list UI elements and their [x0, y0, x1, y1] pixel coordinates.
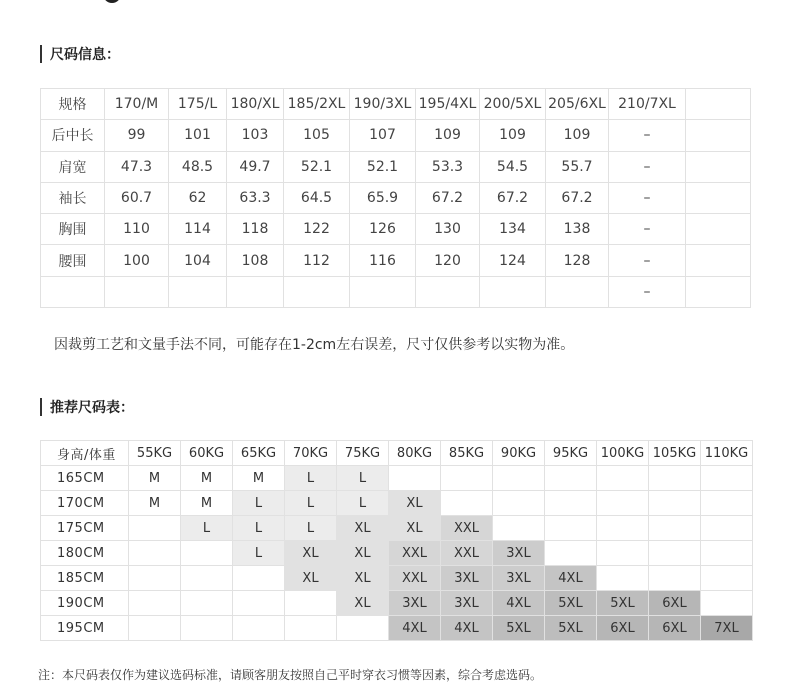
top-fragment	[103, 0, 121, 3]
height-label: 180CM	[41, 541, 129, 566]
size-recommendation-cell	[649, 466, 701, 491]
size-cell: 122	[284, 214, 350, 245]
weight-header-cell: 70KG	[285, 441, 337, 466]
size-recommendation-cell	[701, 491, 753, 516]
size-recommendation-cell	[493, 516, 545, 541]
size-cell	[546, 276, 609, 307]
height-label: 195CM	[41, 616, 129, 641]
size-recommendation-cell: L	[337, 491, 389, 516]
size-cell: 116	[350, 245, 416, 276]
size-recommendation-cell: 5XL	[545, 591, 597, 616]
measurement-note: 因裁剪工艺和文量手法不同，可能存在1-2cm左右误差，尺寸仅供参考以实物为准。	[54, 337, 575, 353]
size-recommendation-cell: 4XL	[493, 591, 545, 616]
weight-header-cell: 105KG	[649, 441, 701, 466]
size-cell: 138	[546, 214, 609, 245]
weight-header-cell: 55KG	[129, 441, 181, 466]
heading-bar	[40, 45, 42, 63]
size-cell: –	[609, 214, 686, 245]
size-recommendation-cell	[701, 591, 753, 616]
size-table-row	[41, 151, 751, 182]
weight-header-cell: 90KG	[493, 441, 545, 466]
recommend-note: 注：本尺码表仅作为建议选码标准，请顾客朋友按照自己平时穿衣习惯等因素，综合考虑选码。	[38, 668, 543, 682]
size-recommendation-cell: M	[129, 491, 181, 516]
size-recommendation-cell	[597, 566, 649, 591]
size-cell: 128	[546, 245, 609, 276]
size-recommendation-cell	[285, 591, 337, 616]
size-recommendation-cell: M	[129, 466, 181, 491]
size-recommendation-cell: L	[337, 466, 389, 491]
size-header-cell: 200/5XL	[480, 89, 546, 120]
size-cell: 67.2	[416, 182, 480, 213]
size-recommendation-cell: 5XL	[597, 591, 649, 616]
size-recommendation-cell	[233, 591, 285, 616]
size-cell: 52.1	[284, 151, 350, 182]
weight-header-cell: 65KG	[233, 441, 285, 466]
size-cell: 55.7	[546, 151, 609, 182]
weight-header-cell: 110KG	[701, 441, 753, 466]
size-recommendation-cell	[129, 516, 181, 541]
size-info-heading	[40, 44, 120, 64]
size-recommendation-cell: XL	[389, 491, 441, 516]
size-recommendation-cell: 6XL	[649, 616, 701, 641]
size-cell: 134	[480, 214, 546, 245]
weight-header-cell: 75KG	[337, 441, 389, 466]
size-cell: –	[609, 182, 686, 213]
size-recommendation-cell: 3XL	[441, 591, 493, 616]
recommend-row	[41, 566, 753, 591]
size-cell: 49.7	[227, 151, 284, 182]
size-empty-cell	[686, 214, 751, 245]
size-recommendation-cell: 5XL	[493, 616, 545, 641]
size-empty-cell	[686, 120, 751, 151]
height-label: 170CM	[41, 491, 129, 516]
size-recommendation-cell: XXL	[389, 541, 441, 566]
recommend-row	[41, 591, 753, 616]
size-row-label	[41, 276, 105, 307]
size-recommendation-cell: L	[233, 516, 285, 541]
size-recommendation-cell	[701, 541, 753, 566]
size-cell: 109	[416, 120, 480, 151]
size-empty-cell	[686, 89, 751, 120]
size-recommendation-cell	[597, 516, 649, 541]
size-recommendation-cell	[181, 541, 233, 566]
size-row-label: 胸围	[41, 214, 105, 245]
heading-bar	[40, 398, 42, 416]
recommend-row	[41, 516, 753, 541]
size-cell: 65.9	[350, 182, 416, 213]
recommend-title: 推荐尺码表：	[50, 400, 134, 416]
recommend-row	[41, 541, 753, 566]
size-cell: –	[609, 276, 686, 307]
size-recommendation-cell: L	[285, 516, 337, 541]
size-header-cell: 190/3XL	[350, 89, 416, 120]
size-recommendation-cell	[701, 516, 753, 541]
weight-header-cell: 85KG	[441, 441, 493, 466]
size-recommendation-cell: 3XL	[493, 566, 545, 591]
size-cell	[284, 276, 350, 307]
size-recommendation-cell: 3XL	[441, 566, 493, 591]
size-row-label: 腰围	[41, 245, 105, 276]
size-cell: 48.5	[169, 151, 227, 182]
size-cell: 114	[169, 214, 227, 245]
size-cell: 105	[284, 120, 350, 151]
size-header-cell: 205/6XL	[546, 89, 609, 120]
size-recommendation-cell: 3XL	[389, 591, 441, 616]
size-recommendation-cell: 5XL	[545, 616, 597, 641]
size-recommendation-cell: 6XL	[597, 616, 649, 641]
size-header-cell: 195/4XL	[416, 89, 480, 120]
size-recommendation-cell: XXL	[441, 516, 493, 541]
weight-header-cell: 60KG	[181, 441, 233, 466]
size-recommendation-cell	[545, 541, 597, 566]
size-table	[40, 88, 751, 308]
size-empty-cell	[686, 151, 751, 182]
size-table-row	[41, 276, 751, 307]
size-header-cell: 规格	[41, 89, 105, 120]
height-label: 185CM	[41, 566, 129, 591]
size-recommendation-cell: XL	[337, 541, 389, 566]
size-cell: 52.1	[350, 151, 416, 182]
size-recommendation-cell: 4XL	[545, 566, 597, 591]
size-recommendation-cell: 4XL	[389, 616, 441, 641]
size-recommendation-cell	[597, 466, 649, 491]
size-recommendation-cell	[337, 616, 389, 641]
size-recommendation-cell	[649, 541, 701, 566]
size-cell: 99	[105, 120, 169, 151]
weight-header-cell: 80KG	[389, 441, 441, 466]
size-table-row	[41, 182, 751, 213]
size-cell	[416, 276, 480, 307]
recommend-row	[41, 616, 753, 641]
size-recommendation-cell	[181, 591, 233, 616]
size-empty-cell	[686, 182, 751, 213]
size-recommendation-cell	[701, 566, 753, 591]
size-recommendation-cell	[181, 566, 233, 591]
size-recommendation-cell	[389, 466, 441, 491]
size-cell: 109	[480, 120, 546, 151]
size-cell: 100	[105, 245, 169, 276]
size-recommendation-cell: XXL	[389, 566, 441, 591]
size-info-title: 尺码信息：	[50, 47, 120, 63]
size-recommendation-cell	[649, 566, 701, 591]
size-row-label: 肩宽	[41, 151, 105, 182]
size-row-label: 袖长	[41, 182, 105, 213]
size-recommendation-cell: 3XL	[493, 541, 545, 566]
size-cell: 103	[227, 120, 284, 151]
size-cell: 67.2	[546, 182, 609, 213]
size-recommendation-cell: 4XL	[441, 616, 493, 641]
size-header-cell: 175/L	[169, 89, 227, 120]
size-recommendation-cell: L	[233, 491, 285, 516]
size-recommendation-cell	[441, 491, 493, 516]
size-header-cell: 180/XL	[227, 89, 284, 120]
size-table-header-row	[41, 89, 751, 120]
size-recommendation-cell	[233, 616, 285, 641]
size-recommendation-cell	[597, 491, 649, 516]
size-recommendation-cell: M	[181, 466, 233, 491]
size-cell: 126	[350, 214, 416, 245]
recommend-header-row	[41, 441, 753, 466]
size-cell: 101	[169, 120, 227, 151]
size-recommendation-cell	[701, 466, 753, 491]
size-table-row	[41, 120, 751, 151]
size-cell: 107	[350, 120, 416, 151]
size-cell: 63.3	[227, 182, 284, 213]
size-recommendation-cell: XL	[337, 591, 389, 616]
size-recommendation-cell: XL	[285, 541, 337, 566]
size-table-row	[41, 245, 751, 276]
height-weight-label: 身高/体重	[41, 441, 129, 466]
size-cell	[480, 276, 546, 307]
size-header-cell: 170/M	[105, 89, 169, 120]
size-recommendation-cell	[493, 466, 545, 491]
size-cell: 120	[416, 245, 480, 276]
size-cell	[227, 276, 284, 307]
size-recommendation-cell	[545, 516, 597, 541]
size-row-label: 后中长	[41, 120, 105, 151]
size-recommendation-cell: 7XL	[701, 616, 753, 641]
size-cell: –	[609, 151, 686, 182]
size-empty-cell	[686, 276, 751, 307]
size-recommendation-cell	[181, 616, 233, 641]
size-recommendation-cell	[285, 616, 337, 641]
size-header-cell: 185/2XL	[284, 89, 350, 120]
size-recommendation-cell: L	[233, 541, 285, 566]
size-recommendation-cell: XL	[285, 566, 337, 591]
recommend-row	[41, 466, 753, 491]
size-recommendation-cell	[649, 491, 701, 516]
size-recommendation-cell	[129, 566, 181, 591]
height-label: 190CM	[41, 591, 129, 616]
size-cell: 118	[227, 214, 284, 245]
size-recommendation-cell: L	[181, 516, 233, 541]
size-cell: –	[609, 245, 686, 276]
size-empty-cell	[686, 245, 751, 276]
size-cell: 109	[546, 120, 609, 151]
size-recommendation-cell	[545, 466, 597, 491]
weight-header-cell: 95KG	[545, 441, 597, 466]
size-recommendation-cell	[597, 541, 649, 566]
size-cell: –	[609, 120, 686, 151]
size-recommendation-cell: L	[285, 466, 337, 491]
size-recommendation-cell	[129, 616, 181, 641]
size-recommendation-cell: M	[181, 491, 233, 516]
size-cell: 64.5	[284, 182, 350, 213]
size-cell: 47.3	[105, 151, 169, 182]
recommend-row	[41, 491, 753, 516]
size-cell: 60.7	[105, 182, 169, 213]
size-cell: 53.3	[416, 151, 480, 182]
size-table-row	[41, 214, 751, 245]
size-cell: 104	[169, 245, 227, 276]
size-recommendation-cell	[441, 466, 493, 491]
size-cell: 130	[416, 214, 480, 245]
size-cell	[169, 276, 227, 307]
size-cell: 54.5	[480, 151, 546, 182]
size-cell: 124	[480, 245, 546, 276]
weight-header-cell: 100KG	[597, 441, 649, 466]
size-recommendation-cell	[493, 491, 545, 516]
size-recommendation-cell	[649, 516, 701, 541]
size-recommendation-cell	[233, 566, 285, 591]
size-recommendation-cell: XL	[389, 516, 441, 541]
size-cell: 62	[169, 182, 227, 213]
size-cell	[105, 276, 169, 307]
size-recommendation-cell: XXL	[441, 541, 493, 566]
size-recommendation-cell: M	[233, 466, 285, 491]
size-cell: 110	[105, 214, 169, 245]
height-label: 165CM	[41, 466, 129, 491]
size-cell: 112	[284, 245, 350, 276]
size-recommendation-cell: L	[285, 491, 337, 516]
size-cell: 108	[227, 245, 284, 276]
size-recommendation-cell	[545, 491, 597, 516]
size-recommendation-cell: XL	[337, 566, 389, 591]
size-cell	[350, 276, 416, 307]
recommend-table	[40, 440, 753, 641]
size-recommendation-cell	[129, 541, 181, 566]
size-recommendation-cell	[129, 591, 181, 616]
recommend-heading	[40, 397, 134, 417]
height-label: 175CM	[41, 516, 129, 541]
size-cell: 67.2	[480, 182, 546, 213]
size-recommendation-cell: 6XL	[649, 591, 701, 616]
size-recommendation-cell: XL	[337, 516, 389, 541]
size-header-cell: 210/7XL	[609, 89, 686, 120]
